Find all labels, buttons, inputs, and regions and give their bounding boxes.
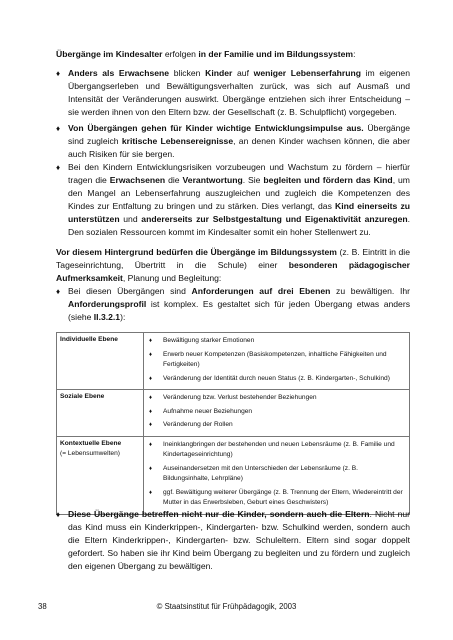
list-item <box>147 407 406 418</box>
bold-text: kritische Lebensereignisse <box>121 136 234 146</box>
text: , Planung und Begleitung: <box>122 273 222 283</box>
intro-paragraph <box>56 246 410 285</box>
bold-text: andererseits zur Selbstgestaltung und Eigenaktivität anzuregen <box>141 214 408 224</box>
bullet-icon: ♦ <box>149 351 153 358</box>
list-item <box>147 464 406 485</box>
bullet-paragraph-5 <box>56 508 410 573</box>
bold-text: Vor diesem Hintergrund bedürfen die Übergänge im Bildungssystem <box>56 247 337 257</box>
bold-text: begleiten und fördern das Kind <box>263 175 393 185</box>
list-item <box>147 440 406 461</box>
bullet-paragraph-3 <box>56 161 410 239</box>
bold-text: Kinder <box>205 68 233 78</box>
item-text: Ineinklangbringen der bestehenden und neuen Lebensräume (z. B. Familie und Kindertageseinrichtung) <box>163 440 395 458</box>
list-item <box>147 350 406 371</box>
text: die <box>165 175 183 185</box>
item-text: Veränderung der Identität durch neuen Status (z. B. Kindergarten-, Schulkind) <box>163 374 390 382</box>
list-item <box>147 336 406 347</box>
requirements-table <box>56 332 410 515</box>
bold-text: Diese Übergänge betreffen nicht nur die Kinder, sondern auch die Eltern <box>68 509 370 519</box>
text: im eigenen Übergangserleben und Bewältigungsverhalten zurück, was sich auf Ausmaß und Intensität der Veränderungen auswirkt. Übergänge entziehen sich ihrer Entscheidung – sie werden ihnen von den Eltern bzw. der Gesellschaft (z. B. Schulpflicht) vorgegeben. <box>68 68 410 117</box>
bold-text: Kind einerseits zu unterstützen <box>68 201 410 224</box>
bullet-icon: ♦ <box>149 375 153 382</box>
row-items <box>144 390 410 437</box>
text: ): <box>120 312 126 322</box>
bullet-icon: ♦ <box>56 163 61 172</box>
bullet-icon: ♦ <box>56 69 61 78</box>
row-label <box>57 333 144 390</box>
text: , um den Mangel an Lebenserfahrung auszugleichen und zugleich die Kompetenzen des Kindes zur Entfaltung zu bringen und zu stärken. Dies verlangt, das <box>68 175 410 211</box>
list-item <box>147 393 406 404</box>
heading-bold: Übergänge im Kindesalter <box>56 49 163 59</box>
list-item <box>147 488 406 509</box>
bullet-icon: ♦ <box>149 465 153 472</box>
heading-bold: in der Familie und im Bildungssystem <box>198 49 354 59</box>
text: (z. B. Eintritt in die Tageseinrichtung, Übertritt in die Schule) einer <box>56 247 410 270</box>
table-row <box>57 390 410 437</box>
bullet-icon: ♦ <box>149 395 153 401</box>
bullet-paragraph-1 <box>56 67 410 119</box>
heading-text: erfolgen <box>162 49 199 59</box>
item-text: Erwerb neuer Kompetenzen (Basiskompetenzen, inhaltliche Fähigkeiten und Fertigkeiten) <box>163 350 387 368</box>
text: . Den sozialen Ressourcen kommt im Kindesalter somit ein hoher Stellenwert zu. <box>68 214 410 237</box>
row-label-text: Kontextuelle Ebene <box>60 439 122 447</box>
text: , an denen Kinder wachsen können, die aber auch Risiken für sie bergen. <box>68 136 410 159</box>
bullet-icon: ♦ <box>149 422 153 428</box>
copyright-notice: © Staatsinstitut für Frühpädagogik, 2003 <box>156 602 297 611</box>
text: ist komplex. Es gestaltet sich für jeden Übergang etwas anders (siehe <box>68 299 410 322</box>
bullet-icon: ♦ <box>56 510 61 519</box>
row-label-text: Individuelle Ebene <box>60 336 118 343</box>
bullet-icon: ♦ <box>56 124 61 133</box>
list-item <box>147 420 406 431</box>
bullet-paragraph-4 <box>56 285 410 324</box>
text: Übergänge sind zugleich <box>68 123 411 146</box>
row-label <box>57 390 144 437</box>
item-text: Veränderung bzw. Verlust bestehender Beziehungen <box>163 394 317 401</box>
bullet-icon: ♦ <box>56 287 61 296</box>
text: . Sie <box>242 175 264 185</box>
row-label-text: Soziale Ebene <box>60 393 105 400</box>
bold-text: Anforderungen auf drei Ebenen <box>191 286 331 296</box>
row-label <box>57 436 144 514</box>
bullet-icon: ♦ <box>149 408 153 415</box>
bold-text: Anders als Erwachsene <box>68 68 170 78</box>
bullet-icon: ♦ <box>149 489 153 496</box>
item-text: Auseinandersetzen mit den Unterschieden der Lebensräume (z. B. Bildungsinhalte, Lehrpläne) <box>163 464 358 482</box>
bold-text: II.3.2.1 <box>93 312 121 322</box>
bold-text: Verantwortung <box>182 175 243 185</box>
text: Bei diesen Übergängen sind <box>68 286 192 296</box>
item-text: ggf. Bewältigung weiterer Übergänge (z. B. Trennung der Eltern, Wiedereintritt der Mutter in das Erwerbsleben, Geburt eines Geschwisters) <box>163 488 403 506</box>
row-items <box>144 436 410 514</box>
bullet-paragraph-2 <box>56 122 410 161</box>
text: Bei den Kindern Entwicklungsrisiken vorzubeugen und Wachstum zu fördern – hierfür tragen die <box>68 162 410 185</box>
bullet-icon: ♦ <box>149 338 153 344</box>
list-item <box>147 374 406 385</box>
bold-text: weniger Lebenserfahrung <box>253 68 361 78</box>
heading-text: : <box>353 49 356 59</box>
table-row <box>57 333 410 390</box>
bold-text: besonderen pädagogischer Aufmerksamkeit <box>56 260 410 283</box>
text: . Nicht nur das Kind muss ein Kinderkrippen-, Kindergarten- bzw. Schulkind werden, sondern auch die Eltern Kinderkrippen-, Kindergarten- bzw. Schuleltern. Eltern sind sogar doppelt gefordert. So haben sie ihr Kind beim Übergang zu begleiten und zu fördern und zugleich den eigenen Übergang zu bewältigen. <box>68 509 410 571</box>
text: auf <box>232 68 254 78</box>
row-items <box>144 333 410 390</box>
text: und <box>119 214 142 224</box>
table-row <box>57 436 410 514</box>
bold-text: Von Übergängen gehen für Kinder wichtige Entwicklungsimpulse aus. <box>68 123 364 133</box>
bullet-icon: ♦ <box>149 441 153 448</box>
item-text: Veränderung der Rollen <box>163 421 233 428</box>
section-heading <box>56 48 408 61</box>
row-label-subtext: (= Lebensumwelten) <box>60 450 120 457</box>
bold-text: Anforderungsprofil <box>68 299 147 309</box>
item-text: Bewältigung starker Emotionen <box>163 337 255 344</box>
text: blicken <box>169 68 206 78</box>
item-text: Aufnahme neuer Beziehungen <box>163 407 253 415</box>
text: zu bewältigen. Ihr <box>330 286 410 296</box>
bold-text: Erwachsenen <box>109 175 166 185</box>
page-number: 38 <box>38 602 47 611</box>
